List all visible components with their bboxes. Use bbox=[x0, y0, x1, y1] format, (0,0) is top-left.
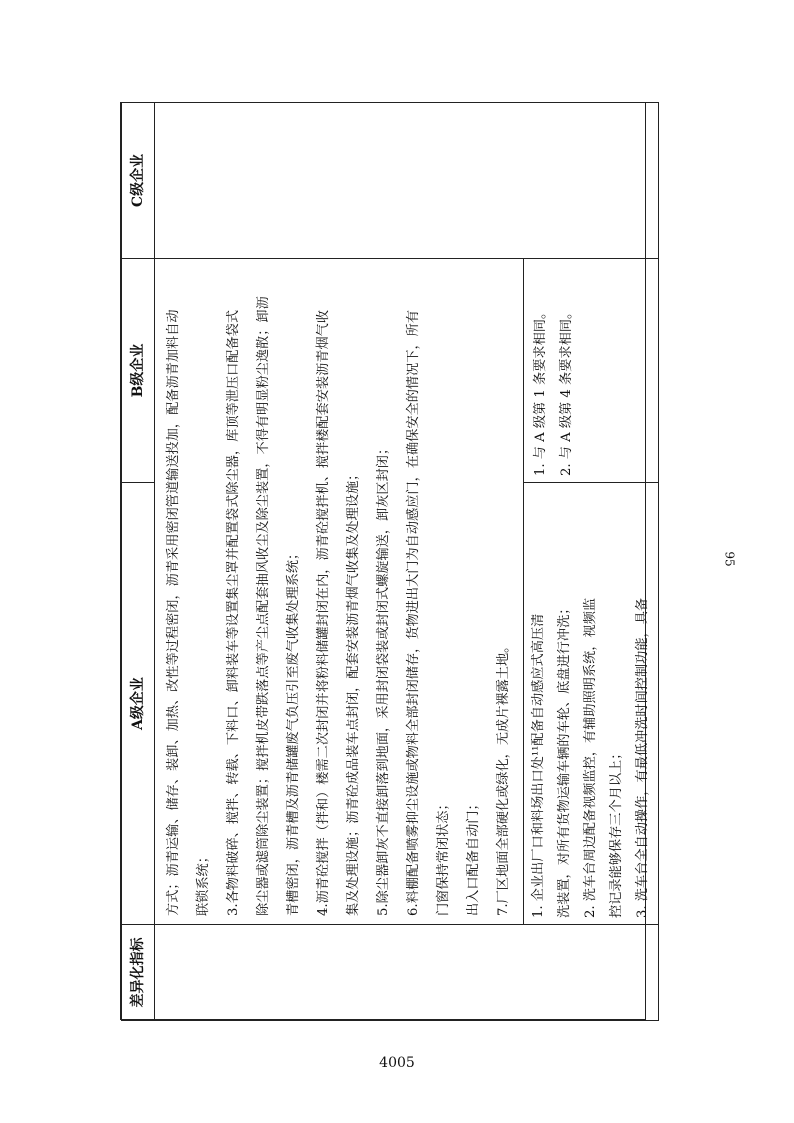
header-c-grade: C级企业 bbox=[122, 103, 155, 259]
footer-number: 4005 bbox=[379, 1055, 415, 1071]
rotated-table bbox=[121, 103, 650, 1021]
text-line: 除尘器或滤筒除尘装置；搅拌机皮带跌落点等产尘点配套抽风收尘及除尘装置，不得有明显粉尘逸散；卸沥 bbox=[256, 296, 271, 916]
text-line: 2. 与 A 级第 4 条要求相同。 bbox=[559, 305, 574, 476]
text-line: 出入口配备自动门； bbox=[466, 797, 481, 916]
header-b-grade: B级企业 bbox=[122, 259, 155, 483]
text-line: 门窗保持常闭状态； bbox=[436, 797, 451, 916]
c-grade-cell bbox=[155, 103, 659, 259]
indicator-table bbox=[121, 102, 659, 1021]
text-line: 5.除尘器卸灰不直接卸落到地面，采用封闭袋装或封闭式螺旋输送，卸灰区封闭； bbox=[376, 441, 391, 916]
text-line: 4.沥青砼搅拌（拌和）楼需二次封闭并将粉料储罐封闭在内，沥青砼搅拌机、搅拌楼配套安装沥青烟气收 bbox=[316, 309, 331, 916]
text-line: 1. 与 A 级第 1 条要求相同。 bbox=[533, 305, 548, 476]
text-line: 方式；沥青运输、储存、装卸、加热、改性等过程密闭，沥青采用密闭管道输送投加，配备沥青加料自动 bbox=[166, 309, 181, 916]
text-line: 1. 企业出厂口和料场出口处¹¹配备自动感应式高压清 bbox=[531, 613, 546, 918]
a-grade-cell-row2 bbox=[524, 483, 659, 925]
text-line: 3. 洗车台全自动操作，有最低冲洗时间控制功能，具备 bbox=[635, 597, 650, 918]
text-line: 青槽密闭，沥青槽及沥青储罐废气负压引至废气收集处理系统； bbox=[286, 546, 301, 916]
text-line: 洗装置，对所有货物运输车辆的车轮、底盘进行冲洗； bbox=[557, 601, 572, 918]
text-line: 7.厂区地面全部硬化或绿化，无成片裸露土地。 bbox=[496, 639, 511, 916]
text-line: 3.各物料破碎、搅拌、转载、下料口、卸料装车等设置集尘罩并配置袋式除尘器，库顶等泄压口配备袋式 bbox=[226, 309, 241, 916]
text-line: 6.料棚配备喷雾抑尘设施或物料全部封闭储存，货物进出大门为自动感应门，在确保安全的情况下，所有 bbox=[406, 309, 421, 916]
header-indicator: 差异化指标 bbox=[122, 925, 155, 1021]
a-grade-cell-row1 bbox=[155, 259, 524, 925]
page-number: 95 bbox=[722, 551, 737, 567]
text-line: 2. 洗车台周边配备视频监控，有辅助照明系统，视频监 bbox=[583, 597, 598, 918]
header-a-grade: A级企业 bbox=[122, 483, 155, 925]
header-row bbox=[122, 103, 155, 1021]
text-line: 集及处理设施；沥青砼成品装车点封闭，配套安装沥青烟气收集及处理设施； bbox=[346, 467, 361, 916]
rotated-table-frame bbox=[120, 102, 650, 1020]
text-line: 控记录能够保存三个月以上； bbox=[609, 746, 624, 918]
text-line: 联锁系统； bbox=[196, 850, 211, 916]
indicator-cell bbox=[155, 925, 659, 1021]
b-grade-cell-row2 bbox=[524, 259, 659, 483]
table-row bbox=[155, 103, 524, 1021]
